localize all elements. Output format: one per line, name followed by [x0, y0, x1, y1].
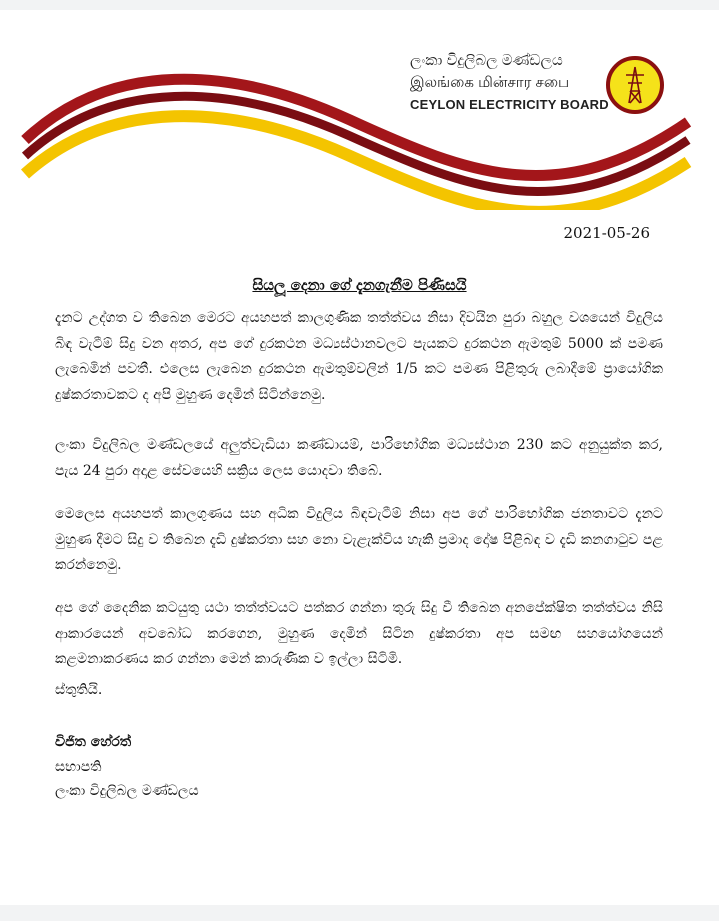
letterhead-org-name — [410, 50, 609, 116]
letter-page — [0, 10, 719, 905]
letter-date: 2021-05-26 — [563, 224, 650, 242]
signatory-position: සභාපති — [55, 759, 102, 775]
org-name-sinhala: ලංකා විදුලිබල මණ්ඩලය — [410, 52, 563, 69]
ceb-seal-logo — [606, 56, 664, 114]
signatory-name: විජිත හේරත් — [55, 734, 132, 750]
signatory-organization: ලංකා විදුලිබල මණ්ඩලය — [55, 783, 199, 799]
paragraph-4: අප ගේ දෛනික කටයුතු යථා තත්ත්වයට පත්කර ගන්නා තුරු සිදු වී තිබෙන අනපේක්ෂිත තත්ත්වය නිසි ආකාරයෙන් අවබෝධ කරගෙන, මුහුණ දෙමින් සිටින දුෂ්කරතා අප සමඟ සහයෝගයෙන් කළමනාකරණය කර ගන්නා මෙන් කාරුණික ව ඉල්ලා සිටිමි. — [55, 600, 663, 667]
closing-thanks: ස්තුතියි. — [55, 682, 103, 698]
org-name-english: CEYLON ELECTRICITY BOARD — [410, 97, 609, 112]
letter-title: සියලූ දෙනා ගේ දැනගැනීම පිණිසයි — [252, 276, 467, 294]
power-pylon-icon — [620, 65, 650, 105]
paragraph-1: දැනට උද්ගත ව තිබෙන මෙරට අයහපත් කාලගුණික තත්ත්වය නිසා දිවයින පුරා බහුල වශයෙන් විදුලිය බිඳ වැටීම් සිදු වන අතර, අප ගේ දුරකථන මධ්‍යස්ථානවලට පැයකට දුරකථන ඇමතුම් 5000 ක් පමණ ලැබෙමින් පවතී. එලෙස ලැබෙන දුරකථන ඇමතුම්වලින් 1/5 කට පමණ පිළිතුරු ලබාදීමේ ප්‍රායෝගික දුෂ්කරතාවකට ද අපි මුහුණ දෙමින් සිටින්නෙමු. — [55, 310, 663, 403]
paragraph-2: ලංකා විදුලිබල මණ්ඩලයේ අලුත්වැඩියා කණ්ඩායම්, පාරිභෝගික මධ්‍යස්ථාන 230 කට අනුයුක්ත කර, පැය 24 පුරා අදාළ සේවයෙහි සක්‍රිය ලෙස යොදවා තිබේ. — [55, 437, 663, 479]
wave-yellow-band — [25, 116, 688, 210]
org-name-tamil: இலங்கை மின்சார சபை — [410, 74, 570, 91]
paragraph-3: මෙලෙස අයහපත් කාලගුණය සහ අධික විදුලිය බිඳවැටීම් නිසා අප ගේ පාරිභෝගික ජනතාවට දැනට මුහුණ දීමට සිදු ව තිබෙන දැඩි දුෂ්කරතා සහ නො වැළැක්විය හැකි ප්‍රමාද දෝෂ පිළිබඳ ව දැඩි කනගාටුව පළ කරන්නෙමු. — [55, 506, 663, 573]
letterhead-wave-graphic — [0, 10, 719, 210]
